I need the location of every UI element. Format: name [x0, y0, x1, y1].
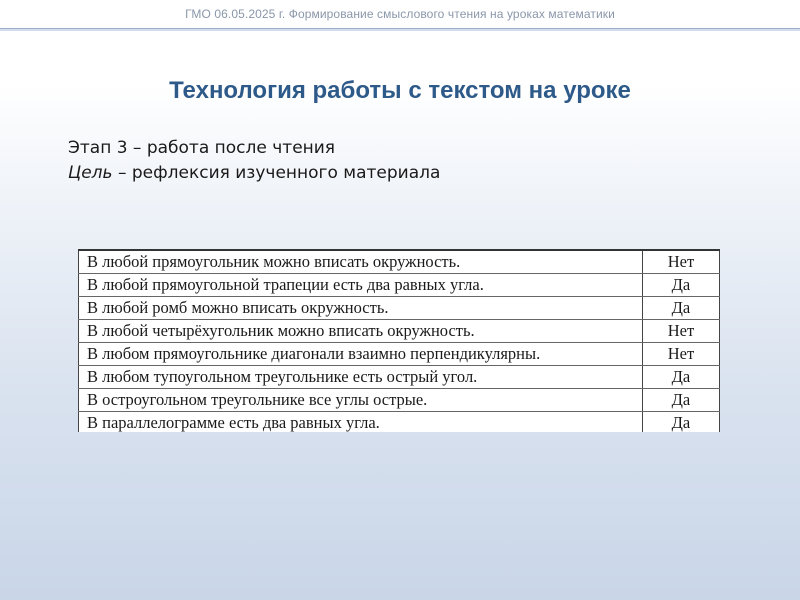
table-row — [79, 320, 720, 343]
table-row — [79, 366, 720, 389]
answer-cell: Нет — [642, 320, 719, 343]
goal-text: – рефлексия изученного материала — [112, 163, 441, 183]
answer-cell: Да — [642, 366, 719, 389]
goal-line — [68, 161, 440, 186]
table-row — [79, 343, 720, 366]
answer-cell: Да — [642, 389, 719, 412]
statement-cell: В любом прямоугольнике диагонали взаимно перпендикулярны. — [79, 343, 643, 366]
statement-cell: В любой прямоугольной трапеции есть два равных угла. — [79, 274, 643, 297]
statement-cell: В любой ромб можно вписать окружность. — [79, 297, 643, 320]
table-row — [79, 297, 720, 320]
table-row — [79, 274, 720, 297]
goal-label: Цель — [68, 163, 113, 183]
statement-cell: В любом тупоугольном треугольнике есть острый угол. — [79, 366, 643, 389]
statement-cell: В любой четырёхугольник можно вписать окружность. — [79, 320, 643, 343]
statements-table-image — [78, 249, 720, 432]
stage-line: Этап 3 – работа после чтения — [68, 138, 336, 158]
statement-cell: В остроугольном треугольнике все углы острые. — [79, 389, 643, 412]
answer-cell: Нет — [642, 250, 719, 274]
answer-cell: Нет — [642, 343, 719, 366]
slide-header — [0, 0, 800, 29]
header-text: ГМО 06.05.2025 г. Формирование смыслового чтения на уроках математики — [185, 7, 615, 21]
statement-cell: В параллелограмме есть два равных угла. — [79, 412, 643, 433]
statements-table — [78, 249, 720, 432]
intro-block — [68, 136, 440, 186]
answer-cell: Да — [642, 274, 719, 297]
slide-title: Технология работы с текстом на уроке — [169, 77, 631, 104]
table-row — [79, 250, 720, 274]
table-row — [79, 389, 720, 412]
table-row — [79, 412, 720, 433]
statement-cell: В любой прямоугольник можно вписать окружность. — [79, 250, 643, 274]
answer-cell: Да — [642, 412, 719, 433]
answer-cell: Да — [642, 297, 719, 320]
